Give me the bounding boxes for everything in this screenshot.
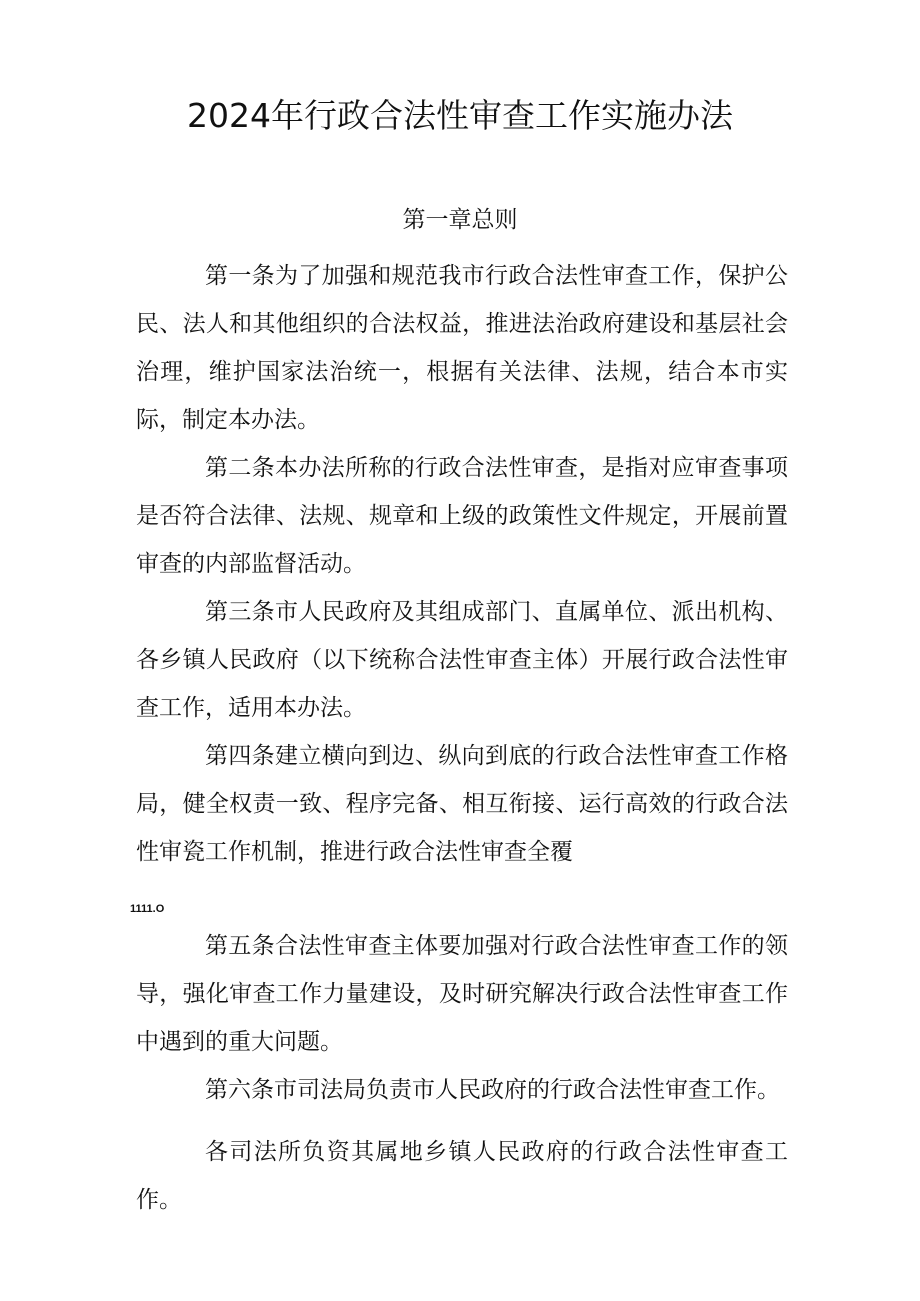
article-6-continuation: 各司法所负资其属地乡镇人民政府的行政合法性审查工作。 [136,1139,788,1213]
article-1: 第一条为了加强和规范我市行政合法性审查工作，保护公民、法人和其他组织的合法权益，推进法治政府建设和基层社会治理，维护国家法治统一，根据有关法律、法规，结合本市实际，制定本办法。 [136,263,788,433]
article-5: 第五条合法性审查主体要加强对行政合法性审查工作的领导，强化审查工作力量建设，及时研究解决行政合法性审查工作中遇到的重大问题。 [136,933,788,1055]
chapter-heading: 第一章总则 [402,207,518,233]
stray-mark: 1111.O [130,903,165,915]
article-4: 第四条建立横向到边、纵向到底的行政合法性审查工作格局，健全权责一致、程序完备、相互衔接、运行高效的行政合法性审瓷工作机制，推进行政合法性审查全覆 [136,743,788,865]
article-6: 第六条市司法局负责市人民政府的行政合法性审查工作。 [205,1077,780,1103]
document-title: 2024年行政合法性审查工作实施办法 [187,96,733,135]
article-2: 第二条本办法所称的行政合法性审查，是指对应审查事项是否符合法律、法规、规章和上级的政策性文件规定，开展前置审查的内部监督活动。 [136,455,788,577]
article-3: 第三条市人民政府及其组成部门、直属单位、派出机构、各乡镇人民政府（以下统称合法性审查主体）开展行政合法性审查工作，适用本办法。 [136,599,788,721]
